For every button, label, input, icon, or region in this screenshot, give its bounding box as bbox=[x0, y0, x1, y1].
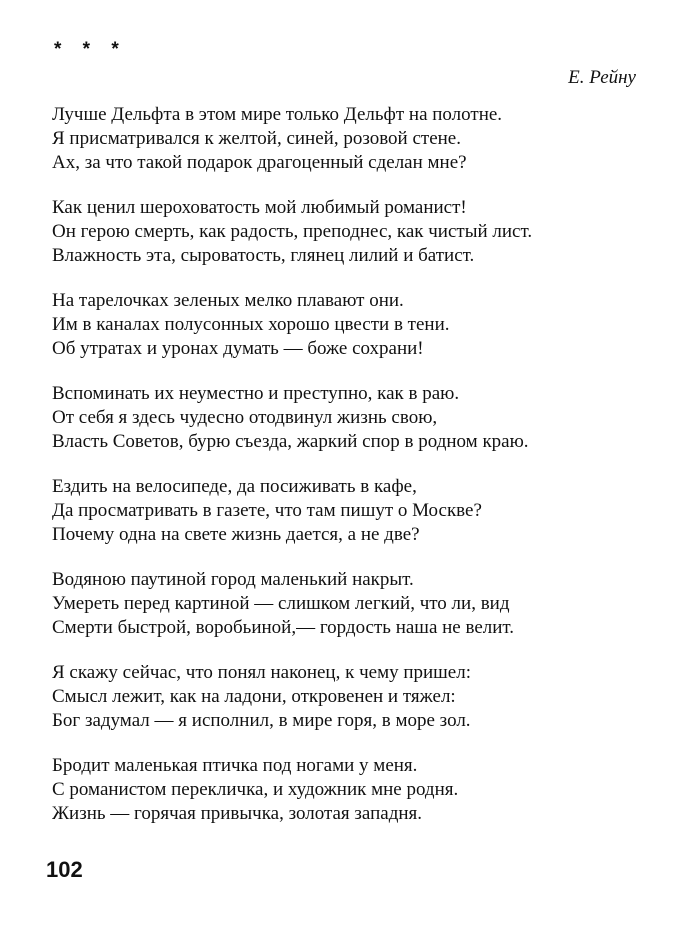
stanza-1 bbox=[52, 103, 642, 175]
poem-line: Я присматривался к желтой, синей, розовой стене. bbox=[52, 128, 461, 149]
poem-line: Бродит маленькая птичка под ногами у меня. bbox=[52, 755, 418, 776]
poem-line: Власть Советов, бурю съезда, жаркий спор в родном краю. bbox=[52, 431, 529, 452]
poem-line: Вспоминать их неуместно и преступно, как в раю. bbox=[52, 383, 460, 404]
poem-line: Водяною паутиной город маленький накрыт. bbox=[52, 569, 414, 590]
dedication: Е. Рейну bbox=[568, 67, 636, 88]
poem-line: Лучше Дельфта в этом мире только Дельфт на полотне. bbox=[52, 104, 503, 125]
stanza-8 bbox=[52, 754, 642, 826]
poem bbox=[52, 103, 642, 847]
poem-line: Жизнь — горячая привычка, золотая западня. bbox=[52, 803, 423, 824]
poem-line: Им в каналах полусонных хорошо цвести в тени. bbox=[52, 314, 450, 335]
poem-line: Как ценил шероховатость мой любимый романист! bbox=[52, 197, 467, 218]
poem-line: Умереть перед картиной — слишком легкий, что ли, вид bbox=[52, 593, 510, 614]
poem-line: Бог задумал — я исполнил, в мире горя, в море зол. bbox=[52, 710, 471, 731]
poem-line: На тарелочках зеленых мелко плавают они. bbox=[52, 290, 404, 311]
stanza-3 bbox=[52, 289, 642, 361]
poem-line: Об утратах и уронах думать — боже сохрани! bbox=[52, 338, 424, 359]
poem-line: Ездить на велосипеде, да посиживать в кафе, bbox=[52, 476, 417, 497]
page-number: 102 bbox=[46, 857, 83, 882]
poem-line: Да просматривать в газете, что там пишут о Москве? bbox=[52, 500, 482, 521]
stanza-5 bbox=[52, 475, 642, 547]
poem-line: Смысл лежит, как на ладони, откровенен и тяжел: bbox=[52, 686, 456, 707]
stanza-4 bbox=[52, 382, 642, 454]
stanza-6 bbox=[52, 568, 642, 640]
poem-line: Ах, за что такой подарок драгоценный сделан мне? bbox=[52, 152, 467, 173]
poem-line: Он герою смерть, как радость, преподнес, как чистый лист. bbox=[52, 221, 533, 242]
stanza-7 bbox=[52, 661, 642, 733]
poem-line: С романистом перекличка, и художник мне родня. bbox=[52, 779, 459, 800]
stanza-2 bbox=[52, 196, 642, 268]
poem-line: Влажность эта, сыроватость, глянец лилий и батист. bbox=[52, 245, 475, 266]
poem-line: Я скажу сейчас, что понял наконец, к чему пришел: bbox=[52, 662, 472, 683]
poem-line: Почему одна на свете жизнь дается, а не две? bbox=[52, 524, 420, 545]
poem-line: От себя я здесь чудесно отодвинул жизнь свою, bbox=[52, 407, 438, 428]
poem-line: Смерти быстрой, воробьиной,— гордость наша не велит. bbox=[52, 617, 515, 638]
section-asterisks: * * * bbox=[54, 39, 127, 60]
